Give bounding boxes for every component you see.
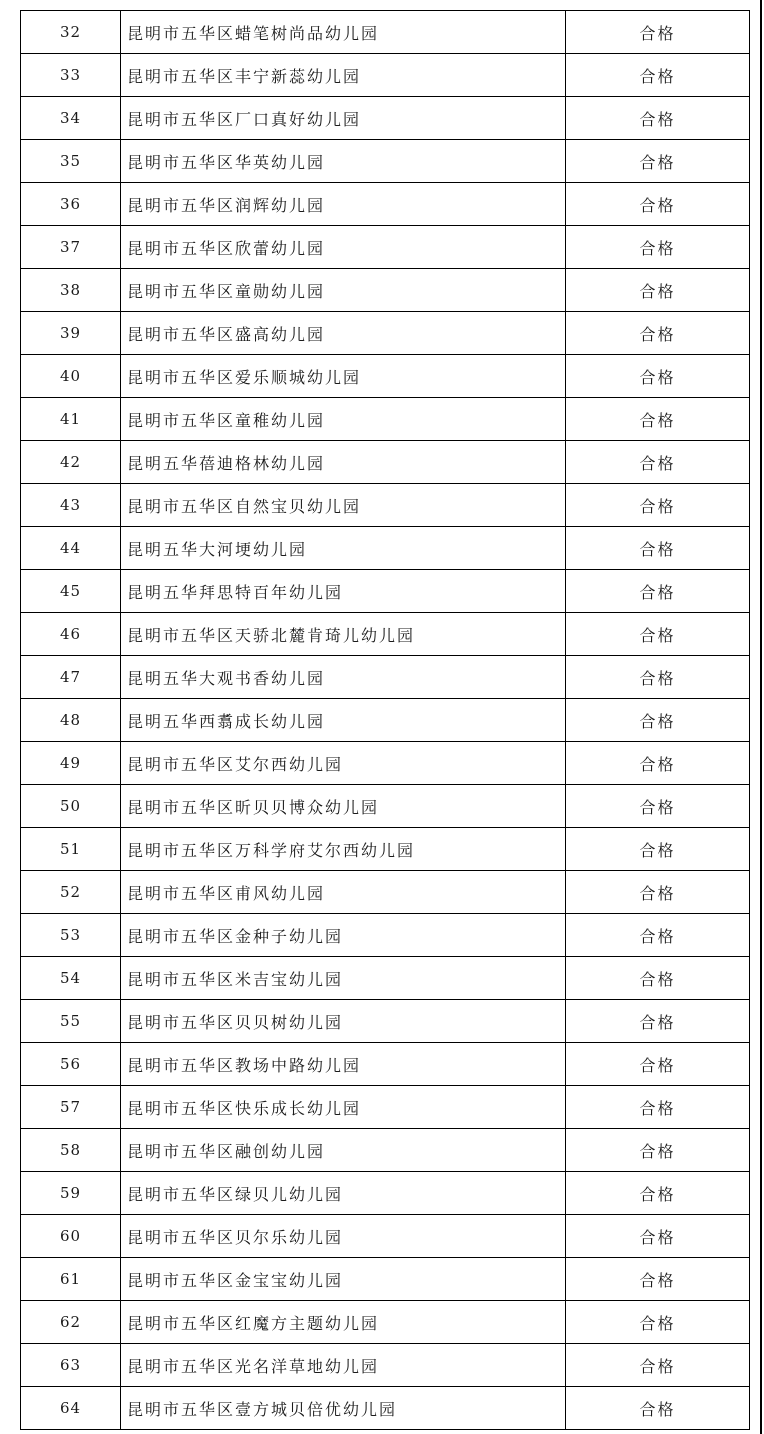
kindergarten-name-cell: 昆明市五华区金宝宝幼儿园 <box>121 1258 566 1301</box>
inspection-result-cell: 合格 <box>566 613 750 656</box>
row-number-cell: 43 <box>21 484 121 527</box>
table-row <box>21 613 750 656</box>
inspection-result-cell: 合格 <box>566 269 750 312</box>
row-number-cell: 57 <box>21 1086 121 1129</box>
kindergarten-name-cell: 昆明市五华区盛高幼儿园 <box>121 312 566 355</box>
kindergarten-name-cell: 昆明五华拜思特百年幼儿园 <box>121 570 566 613</box>
row-number-cell: 36 <box>21 183 121 226</box>
row-number-cell: 38 <box>21 269 121 312</box>
row-number-cell: 63 <box>21 1344 121 1387</box>
row-number-cell: 34 <box>21 97 121 140</box>
table-row <box>21 1258 750 1301</box>
row-number-cell: 53 <box>21 914 121 957</box>
inspection-result-cell: 合格 <box>566 11 750 54</box>
inspection-result-cell: 合格 <box>566 1258 750 1301</box>
inspection-result-cell: 合格 <box>566 828 750 871</box>
kindergarten-name-cell: 昆明市五华区欣蕾幼儿园 <box>121 226 566 269</box>
inspection-result-cell: 合格 <box>566 1129 750 1172</box>
row-number-cell: 55 <box>21 1000 121 1043</box>
table-row <box>21 54 750 97</box>
row-number-cell: 49 <box>21 742 121 785</box>
inspection-result-cell: 合格 <box>566 914 750 957</box>
kindergarten-name-cell: 昆明市五华区蜡笔树尚品幼儿园 <box>121 11 566 54</box>
inspection-result-cell: 合格 <box>566 656 750 699</box>
table-row <box>21 785 750 828</box>
kindergarten-name-cell: 昆明市五华区童稚幼儿园 <box>121 398 566 441</box>
row-number-cell: 35 <box>21 140 121 183</box>
kindergarten-name-cell: 昆明市五华区光名洋草地幼儿园 <box>121 1344 566 1387</box>
table-row <box>21 1129 750 1172</box>
kindergarten-name-cell: 昆明市五华区昕贝贝博众幼儿园 <box>121 785 566 828</box>
table-row <box>21 699 750 742</box>
inspection-result-cell: 合格 <box>566 871 750 914</box>
kindergarten-name-cell: 昆明五华蓓迪格林幼儿园 <box>121 441 566 484</box>
table-row <box>21 1172 750 1215</box>
table-row <box>21 1387 750 1430</box>
row-number-cell: 62 <box>21 1301 121 1344</box>
table-row <box>21 957 750 1000</box>
kindergarten-name-cell: 昆明市五华区万科学府艾尔西幼儿园 <box>121 828 566 871</box>
table-row <box>21 140 750 183</box>
kindergarten-name-cell: 昆明市五华区贝贝树幼儿园 <box>121 1000 566 1043</box>
inspection-result-cell: 合格 <box>566 183 750 226</box>
row-number-cell: 51 <box>21 828 121 871</box>
kindergarten-name-cell: 昆明市五华区贝尔乐幼儿园 <box>121 1215 566 1258</box>
row-number-cell: 42 <box>21 441 121 484</box>
results-table-container <box>20 10 750 1430</box>
row-number-cell: 58 <box>21 1129 121 1172</box>
kindergarten-name-cell: 昆明市五华区润辉幼儿园 <box>121 183 566 226</box>
table-row <box>21 312 750 355</box>
row-number-cell: 41 <box>21 398 121 441</box>
kindergarten-name-cell: 昆明市五华区绿贝儿幼儿园 <box>121 1172 566 1215</box>
kindergarten-name-cell: 昆明市五华区华英幼儿园 <box>121 140 566 183</box>
inspection-result-cell: 合格 <box>566 398 750 441</box>
row-number-cell: 37 <box>21 226 121 269</box>
table-row <box>21 398 750 441</box>
table-row <box>21 1301 750 1344</box>
table-row <box>21 183 750 226</box>
inspection-result-cell: 合格 <box>566 1301 750 1344</box>
row-number-cell: 50 <box>21 785 121 828</box>
kindergarten-name-cell: 昆明市五华区自然宝贝幼儿园 <box>121 484 566 527</box>
inspection-result-cell: 合格 <box>566 1215 750 1258</box>
row-number-cell: 54 <box>21 957 121 1000</box>
row-number-cell: 60 <box>21 1215 121 1258</box>
row-number-cell: 32 <box>21 11 121 54</box>
row-number-cell: 40 <box>21 355 121 398</box>
row-number-cell: 47 <box>21 656 121 699</box>
table-row <box>21 828 750 871</box>
inspection-result-cell: 合格 <box>566 570 750 613</box>
table-row <box>21 355 750 398</box>
kindergarten-name-cell: 昆明市五华区天骄北麓肯琦儿幼儿园 <box>121 613 566 656</box>
results-table <box>20 10 750 1430</box>
table-row <box>21 1344 750 1387</box>
table-row <box>21 1000 750 1043</box>
table-row <box>21 1043 750 1086</box>
kindergarten-name-cell: 昆明市五华区爱乐顺城幼儿园 <box>121 355 566 398</box>
row-number-cell: 39 <box>21 312 121 355</box>
table-row <box>21 656 750 699</box>
kindergarten-name-cell: 昆明五华大观书香幼儿园 <box>121 656 566 699</box>
table-row <box>21 914 750 957</box>
kindergarten-name-cell: 昆明五华大河埂幼儿园 <box>121 527 566 570</box>
table-row <box>21 11 750 54</box>
row-number-cell: 33 <box>21 54 121 97</box>
kindergarten-name-cell: 昆明市五华区快乐成长幼儿园 <box>121 1086 566 1129</box>
row-number-cell: 52 <box>21 871 121 914</box>
inspection-result-cell: 合格 <box>566 140 750 183</box>
table-row <box>21 570 750 613</box>
inspection-result-cell: 合格 <box>566 957 750 1000</box>
inspection-result-cell: 合格 <box>566 742 750 785</box>
kindergarten-name-cell: 昆明市五华区壹方城贝倍优幼儿园 <box>121 1387 566 1430</box>
inspection-result-cell: 合格 <box>566 1344 750 1387</box>
inspection-result-cell: 合格 <box>566 54 750 97</box>
inspection-result-cell: 合格 <box>566 312 750 355</box>
kindergarten-name-cell: 昆明市五华区融创幼儿园 <box>121 1129 566 1172</box>
inspection-result-cell: 合格 <box>566 699 750 742</box>
inspection-result-cell: 合格 <box>566 484 750 527</box>
inspection-result-cell: 合格 <box>566 1387 750 1430</box>
row-number-cell: 56 <box>21 1043 121 1086</box>
table-row <box>21 269 750 312</box>
kindergarten-name-cell: 昆明市五华区厂口真好幼儿园 <box>121 97 566 140</box>
row-number-cell: 46 <box>21 613 121 656</box>
kindergarten-name-cell: 昆明市五华区米吉宝幼儿园 <box>121 957 566 1000</box>
inspection-result-cell: 合格 <box>566 97 750 140</box>
inspection-result-cell: 合格 <box>566 1000 750 1043</box>
kindergarten-name-cell: 昆明市五华区童勋幼儿园 <box>121 269 566 312</box>
table-row <box>21 742 750 785</box>
inspection-result-cell: 合格 <box>566 226 750 269</box>
inspection-result-cell: 合格 <box>566 355 750 398</box>
kindergarten-name-cell: 昆明市五华区金种子幼儿园 <box>121 914 566 957</box>
table-row <box>21 441 750 484</box>
inspection-result-cell: 合格 <box>566 785 750 828</box>
inspection-result-cell: 合格 <box>566 527 750 570</box>
kindergarten-name-cell: 昆明市五华区丰宁新蕊幼儿园 <box>121 54 566 97</box>
table-row <box>21 484 750 527</box>
inspection-result-cell: 合格 <box>566 441 750 484</box>
table-row <box>21 527 750 570</box>
row-number-cell: 45 <box>21 570 121 613</box>
results-table-body <box>21 11 750 1430</box>
kindergarten-name-cell: 昆明市五华区教场中路幼儿园 <box>121 1043 566 1086</box>
kindergarten-name-cell: 昆明市五华区红魔方主题幼儿园 <box>121 1301 566 1344</box>
kindergarten-name-cell: 昆明市五华区甫风幼儿园 <box>121 871 566 914</box>
table-row <box>21 871 750 914</box>
table-row <box>21 226 750 269</box>
kindergarten-name-cell: 昆明市五华区艾尔西幼儿园 <box>121 742 566 785</box>
row-number-cell: 48 <box>21 699 121 742</box>
table-row <box>21 97 750 140</box>
row-number-cell: 61 <box>21 1258 121 1301</box>
inspection-result-cell: 合格 <box>566 1086 750 1129</box>
inspection-result-cell: 合格 <box>566 1043 750 1086</box>
row-number-cell: 59 <box>21 1172 121 1215</box>
table-row <box>21 1215 750 1258</box>
row-number-cell: 64 <box>21 1387 121 1430</box>
kindergarten-name-cell: 昆明五华西翥成长幼儿园 <box>121 699 566 742</box>
page-border-line <box>760 0 762 1434</box>
inspection-result-cell: 合格 <box>566 1172 750 1215</box>
row-number-cell: 44 <box>21 527 121 570</box>
table-row <box>21 1086 750 1129</box>
